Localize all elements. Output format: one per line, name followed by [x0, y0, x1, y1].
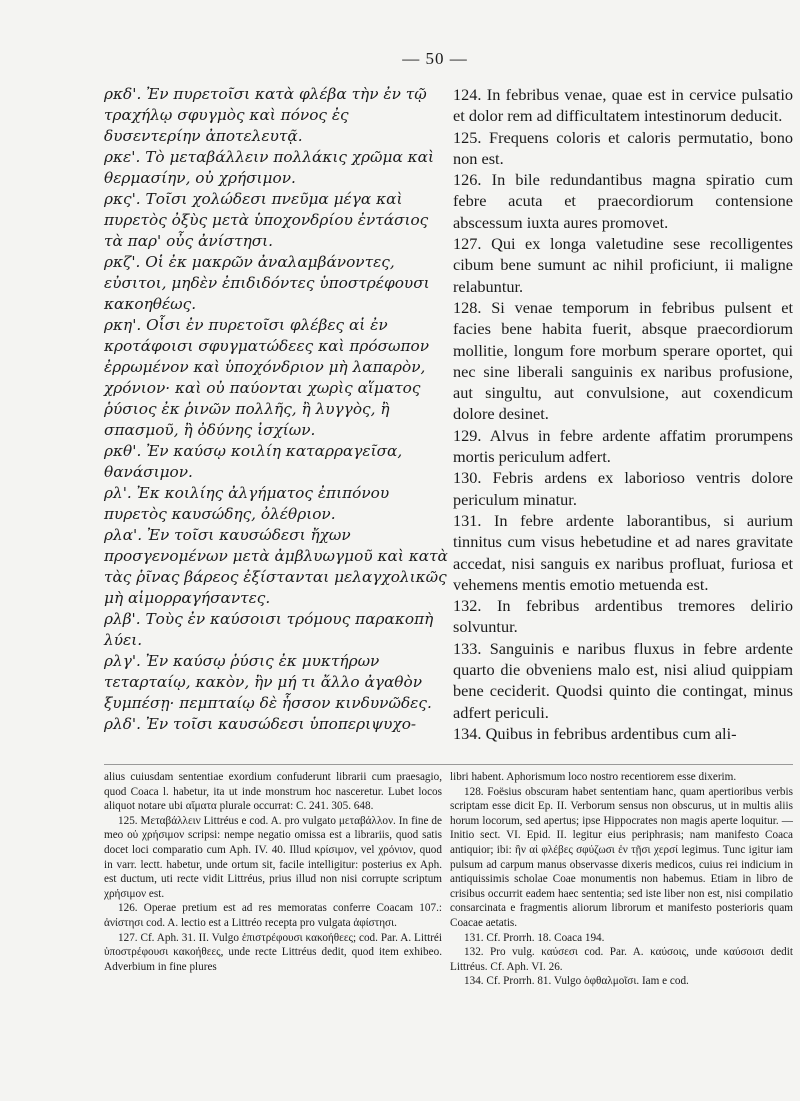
latin-translation: 129. Alvus in febre ardente affatim prorumpens mortis periculum adfert.	[453, 425, 793, 467]
aphorism-number: ρκθ'.	[104, 442, 142, 460]
aphorism-number: ρκζ'.	[104, 253, 141, 271]
latin-translation: 130. Febris ardens ex laborioso ventris dolore periculum minatur.	[453, 468, 793, 509]
footnote: 126. Operae pretium est ad res memoratas conferre Coacam 107.: ἀνίστησι cod. A. lectio est a Littréo recepta pro vulgata ἀφίστησι.	[104, 902, 442, 929]
aphorism-number: ρκδ'.	[104, 85, 142, 103]
greek-aphorism	[104, 189, 449, 252]
footnote: 131. Cf. Prorrh. 18. Coaca 194.	[464, 931, 605, 944]
greek-text: Οἱ ἐκ μακρῶν ἀναλαμβάνοντες, εὐσιτοι, μηδὲν ἐπιδιδόντες ὑποστρέφουσι κακοηθέως.	[104, 253, 430, 313]
footnotes-left-column	[104, 770, 442, 974]
greek-aphorism	[104, 714, 449, 735]
latin-translation: 127. Qui ex longa valetudine sese recolligentes cibum bene sumunt ac nihil proficiunt, ii maligne relabuntur.	[453, 234, 793, 296]
footnote: libri habent. Aphorismum loco nostro recentiorem esse dixerim.	[450, 771, 737, 783]
latin-translation: 126. In bile redundantibus magna spiratio cum febre acuta et praecordiorum contensione abscessum iuxta aures promovet.	[453, 170, 793, 232]
footnote: alius cuiusdam sententiae exordium confuderunt librarii cum praesagio, quod Coaca l. habetur, ita ut inde monstrum hoc nasceretur. Lubet locos aliquot notare ubi αἵματα plurale occurrat: C. 241. 305. 648.	[104, 771, 442, 813]
greek-aphorism	[104, 252, 449, 315]
latin-translation: 125. Frequens coloris et caloris permutatio, bono non est.	[453, 127, 793, 168]
greek-aphorism	[104, 315, 449, 441]
latin-translation: 134. Quibus in febribus ardentibus cum ali-	[453, 723, 737, 743]
greek-aphorism	[104, 609, 449, 651]
footnote-divider	[104, 764, 793, 765]
latin-translation: 133. Sanguinis e naribus fluxus in febre ardente quarto die obveniens malo est, nisi aliud quippiam bene ceciderit. Quodsi quinto die contingat, minus adfert periculi.	[453, 638, 793, 722]
aphorism-number: ρκη'.	[104, 316, 142, 334]
aphorism-number: ρκε'.	[104, 148, 141, 166]
greek-text: Ἐκ κοιλίης ἀλγήματος ἐπιπόνου πυρετὸς καυσώδης, ὀλέθριον.	[104, 484, 390, 523]
greek-text: Ἐν καύσῳ ῥύσις ἐκ μυκτήρων τεταρταίῳ, κακὸν, ἢν μή τι ἄλλο ἀγαθὸν ξυμπέσῃ· πεμπταίῳ δὲ ἧσσον κινδυνῶδες.	[104, 652, 432, 712]
greek-text: Ἐν τοῖσι καυσώδεσι ἤχων προσγενομένων μετὰ ἀμβλυωγμοῦ καὶ κατὰ τὰς ῥῖνας βάρεος ἐξίστανται μελαγχολικῶς μὴ αἱμορραγήσαντες.	[104, 526, 448, 607]
greek-aphorism	[104, 147, 449, 189]
aphorism-number: ρκς'.	[104, 190, 141, 208]
greek-aphorism	[104, 84, 449, 147]
greek-text: Ἐν καύσῳ κοιλίη καταρραγεῖσα, θανάσιμον.	[104, 442, 403, 481]
greek-text: Τοὺς ἐν καύσοισι τρόμους παρακοπὴ λύει.	[104, 610, 434, 649]
latin-column	[453, 84, 793, 744]
latin-translation: 132. In febribus ardentibus tremores delirio solvuntur.	[453, 596, 793, 637]
aphorism-number: ρλ'.	[104, 484, 132, 502]
greek-column	[104, 84, 449, 735]
footnote: 127. Cf. Aph. 31. II. Vulgo ἐπιστρέφουσι κακοήθεες; cod. Par. A. Littréi ὑποστρέφουσι κακοήθεες, unde recte Littréus dedit, quod item exhibeo. Adverbium in fine plures	[104, 931, 442, 973]
page-number: — 50 —	[402, 49, 468, 68]
greek-text: Τὸ μεταβάλλειν πολλάκις χρῶμα καὶ θερμασίην, οὐ χρήσιμον.	[104, 148, 435, 187]
aphorism-number: ρλα'.	[104, 526, 143, 544]
latin-translation: 128. Si venae temporum in febribus pulsent et facies bene habita fuerit, absque praecordiorum mollitie, longum fore morbum sperare oportet, qui nec sine liberali sanguinis ex naribus profusione, aut singultu, aut convulsione, aut coxendicum dolore desinet.	[453, 297, 793, 424]
footnote: 134. Cf. Prorrh. 81. Vulgo ὀφθαλμοῖσι. Iam e cod.	[464, 975, 689, 988]
aphorism-number: ρλβ'.	[104, 610, 141, 628]
greek-text: Ἐν τοῖσι καυσώδεσι ὑποπεριψυχο-	[145, 715, 417, 733]
footnote: 128. Foësius obscuram habet sententiam hanc, quam apertioribus verbis scriptam esse dicit Ep. II. Verborum sensus non obscurus, ut in multis aliis horum locorum, sed apertus; ipse Hippocrates non magis aperte loquitur. — Initio sect. VI. Epid. II. legitur eius periphrasis; nam manifesto Coaca antiquior; ibi: ἢν αἱ φλέβες σφύζωσι ἐν τῇσι χερσί legimus. Tunc igitur iam pulsum ad carpum manus observasse dixeris medicos, cuius rei indicium in antiquissimis scholae Coae monumentis non habemus. Etiam in libro de crisibus occurrit eadem haec sententia; sed iste liber non est, nisi compilatio consarcinata e fragmentis aliorum librorum et manifesto posterioris quam Coacae aetatis.	[450, 785, 793, 929]
footnotes-right-column	[450, 770, 793, 989]
greek-aphorism	[104, 441, 449, 483]
footnote: 125. Μεταβάλλειν Littréus e cod. A. pro vulgato μεταβάλλον. In fine de meo οὐ χρήσιμον scripsi: nempe negatio omissa est a librariis, quod satis docet loci comparatio cum Aph. IV. 40. Illud κρίσιμον, vel χρόνιον, quod in varr. lectt. habetur, unde ortum sit, facile intelligitur: posterius ex Aph. est ductum, uti recte vidit Littréus, prius illud non nisi corrupte scriptum χρήσιμον est.	[104, 814, 442, 900]
footnote: 132. Pro vulg. καύσεσι cod. Par. A. καύσοις, unde καύσοισι dedit Littréus. Cf. Aph. VI. 26.	[450, 946, 793, 973]
aphorism-number: ρλδ'.	[104, 715, 141, 733]
greek-text: Ἐν πυρετοῖσι κατὰ φλέβα τὴν ἐν τῷ τραχήλῳ σφυγμὸς καὶ πόνος ἐς δυσεντερίην ἀποτελευτᾷ.	[104, 85, 427, 145]
greek-text: Τοῖσι χολώδεσι πνεῦμα μέγα καὶ πυρετὸς ὀξὺς μετὰ ὑποχονδρίου ἐντάσιος τὰ παρ' οὖς ἀνίστησι.	[104, 190, 429, 250]
greek-aphorism	[104, 525, 449, 609]
latin-translation: 124. In febribus venae, quae est in cervice pulsatio et dolor rem ad difficultatem intestinorum deducit.	[453, 85, 793, 126]
greek-aphorism	[104, 651, 449, 714]
aphorism-number: ρλγ'.	[104, 652, 141, 670]
latin-translation: 131. In febre ardente laborantibus, si aurium tinnitus cum visus hebetudine et ad nares gravitate accedat, nisi sanguis ex naribus profluat, furiosa et vehemens mentis emotio metuenda est.	[453, 510, 793, 594]
greek-aphorism	[104, 483, 449, 525]
greek-text: Οἷσι ἐν πυρετοῖσι φλέβες αἱ ἐν κροτάφοισι σφυγματώδεες καὶ πρόσωπον ἐρρωμένον καὶ ὑποχόνδριον μὴ λαπαρὸν, χρόνιον· καὶ οὐ παύονται χωρὶς αἵματος ῥύσιος ἐκ ῥινῶν πολλῆς, ἢ λυγγὸς, ἢ σπασμοῦ, ἢ ὀδύνης ἰσχίων.	[104, 316, 430, 439]
